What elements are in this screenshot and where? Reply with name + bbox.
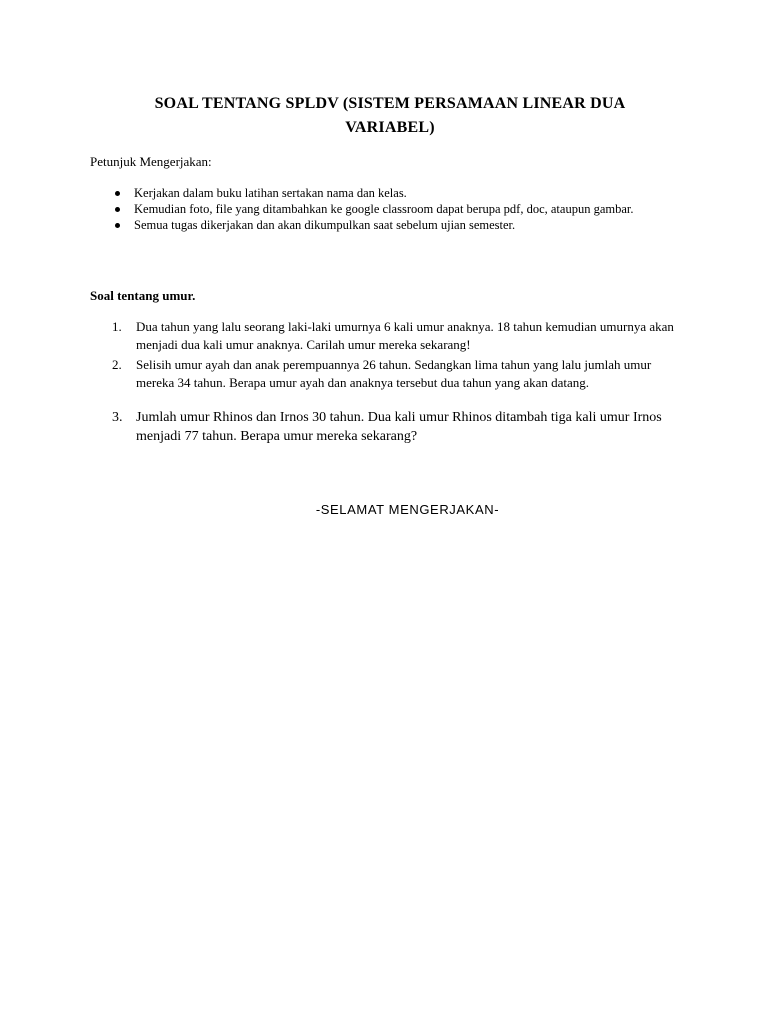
question-item <box>90 318 690 354</box>
question-text: Jumlah umur Rhinos dan Irnos 30 tahun. Dua kali umur Rhinos ditambah tiga kali umur Irnos menjadi 77 tahun. Berapa umur mereka sekarang? <box>136 410 662 444</box>
instruction-item <box>90 186 660 201</box>
bullet-icon <box>115 223 120 228</box>
question-text: Dua tahun yang lalu seorang laki-laki umurnya 6 kali umur anaknya. 18 tahun kemudian umurnya akan menjadi dua kali umur anaknya. Carilah umur mereka sekarang! <box>136 319 674 352</box>
bullet-icon <box>115 207 120 212</box>
instructions-list <box>90 186 660 234</box>
bullet-icon <box>115 191 120 196</box>
instruction-text: Semua tugas dikerjakan dan akan dikumpulkan saat sebelum ujian semester. <box>134 218 516 232</box>
instruction-text: Kerjakan dalam buku latihan sertakan nama dan kelas. <box>134 186 407 200</box>
question-number: 3. <box>112 410 123 425</box>
instruction-text: Kemudian foto, file yang ditambahkan ke google classroom dapat berupa pdf, doc, ataupun gambar. <box>134 202 634 216</box>
document-title: SOAL TENTANG SPLDV (SISTEM PERSAMAAN LINEAR DUA VARIABEL) <box>154 95 626 136</box>
instruction-item <box>90 218 660 233</box>
section-heading: Soal tentang umur. <box>90 288 196 303</box>
question-number: 2. <box>112 357 122 372</box>
instructions-label: Petunjuk Mengerjakan: <box>90 154 212 169</box>
question-item <box>90 356 690 392</box>
question-text: Selisih umur ayah dan anak perempuannya 26 tahun. Sedangkan lima tahun yang lalu jumlah umur mereka 34 tahun. Berapa umur ayah dan anaknya tersebut dua tahun yang akan datang. <box>136 357 652 390</box>
question-item <box>90 408 690 446</box>
instruction-item <box>90 202 660 217</box>
question-number: 1. <box>112 319 122 334</box>
question-list <box>90 318 690 446</box>
closing-message: -SELAMAT MENGERJAKAN- <box>315 502 500 517</box>
